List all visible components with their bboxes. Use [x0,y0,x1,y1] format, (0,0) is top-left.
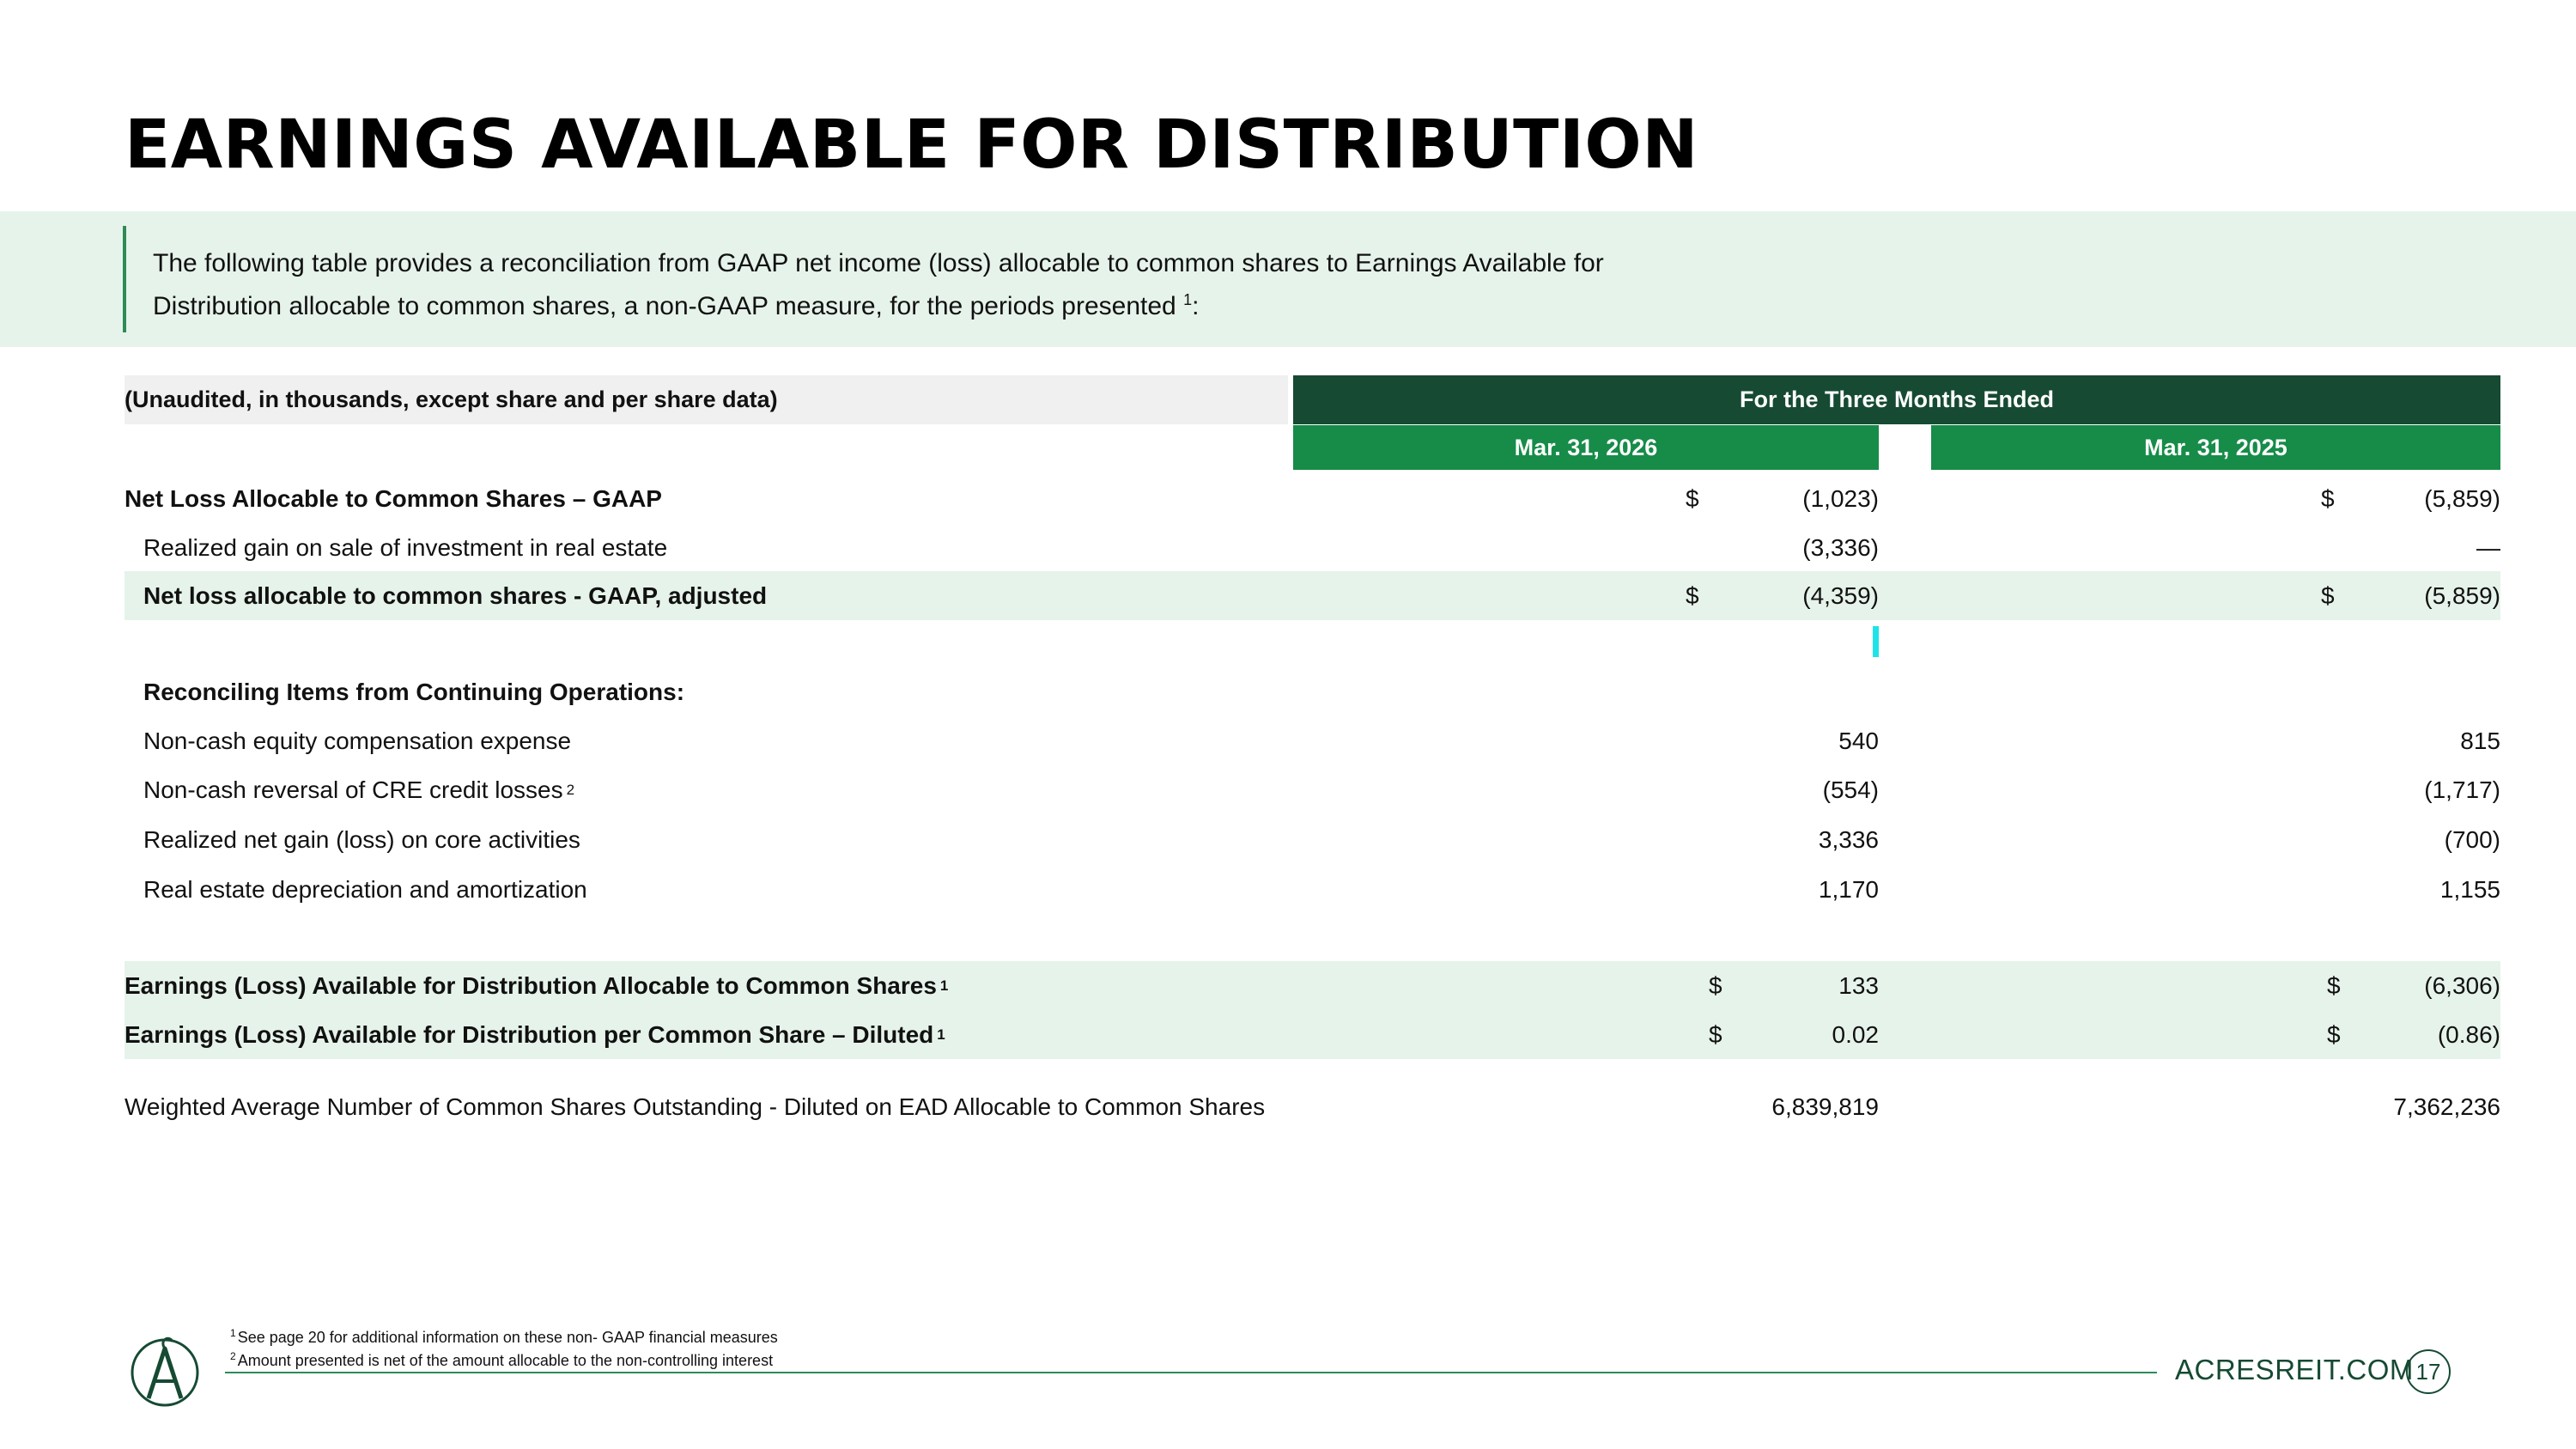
row-label: Net Loss Allocable to Common Shares – GAAP [125,484,662,512]
row-label: Realized net gain (loss) on core activities [143,825,580,853]
table-row [125,865,2500,914]
table-row [125,1082,2500,1131]
value-2025: (1,717) [2424,776,2500,803]
dollar-sign: $ [1709,971,1722,999]
table-row [125,765,2500,814]
footer-divider [225,1372,2157,1373]
table-row [125,1010,2500,1059]
section-label: Reconciling Items from Continuing Operations: [143,678,685,705]
table-row [125,667,2500,716]
value-2025: (5,859) [2424,581,2500,609]
value-2026: (554) [1822,776,1879,803]
dollar-sign: $ [2321,581,2335,609]
dollar-sign: $ [1686,581,1699,609]
value-2026: 0.02 [1832,1020,1879,1048]
value-2025: (6,306) [2424,971,2500,999]
value-2026: (4,359) [1802,581,1879,609]
text-cursor-marker [1873,626,1879,657]
table-row [125,523,2500,572]
footnote-1: $^1$ See page 20 for additional information on these non- GAAP financial measures [230,1327,778,1346]
table-row [125,815,2500,864]
dollar-sign: $ [1709,1020,1722,1048]
dollar-sign: $ [1686,484,1699,512]
intro-line-2: Distribution allocable to common shares, a non-GAAP measure, for the periods presented $^1$: [153,291,1200,320]
value-2026: 133 [1838,971,1879,999]
value-2026: 3,336 [1818,825,1879,853]
table-row [125,571,2500,620]
table-unaudited-header: (Unaudited, in thousands, except share and per share data) [125,375,1288,424]
intro-line-1: The following table provides a reconciliation from GAAP net income (loss) allocable to common shares to Earnings Available for [153,249,1604,277]
dollar-sign: $ [2327,1020,2341,1048]
table-period-header: For the Three Months Ended [1293,375,2500,424]
value-2026: (1,023) [1802,484,1879,512]
value-2025: — [2476,533,2500,561]
row-label: Non-cash equity compensation expense [143,727,572,754]
footnotes [230,1326,778,1373]
page-number: 17 [2406,1349,2451,1394]
row-label: Non-cash reversal of CRE credit losses 2 [143,776,575,803]
value-2026: 6,839,819 [1771,1093,1879,1120]
value-2026: 1,170 [1818,875,1879,903]
table-row [125,474,2500,523]
row-label: Real estate depreciation and amortization [143,875,587,903]
value-2025: 7,362,236 [2393,1093,2500,1120]
value-2026: (3,336) [1802,533,1879,561]
row-label: Net loss allocable to common shares - GAAP, adjusted [143,581,768,609]
page-title: EARNINGS AVAILABLE FOR DISTRIBUTION [125,107,1698,184]
column-header-2025: Mar. 31, 2025 [1931,425,2500,470]
table-row [125,716,2500,765]
column-header-2026: Mar. 31, 2026 [1293,425,1879,470]
table-row [125,961,2500,1010]
value-2025: 815 [2460,727,2500,754]
row-label: Realized gain on sale of investment in real estate [143,533,668,561]
dollar-sign: $ [2327,971,2341,999]
row-label: Earnings (Loss) Available for Distribution per Common Share – Diluted 1 [125,1020,945,1048]
value-2025: (0.86) [2437,1020,2500,1048]
row-label: Earnings (Loss) Available for Distribution Allocable to Common Shares 1 [125,971,949,999]
dollar-sign: $ [2321,484,2335,512]
value-2025: 1,155 [2439,875,2500,903]
value-2026: 540 [1838,727,1879,754]
acres-logo-icon [125,1330,205,1410]
value-2025: (5,859) [2424,484,2500,512]
intro-accent-bar [123,226,126,332]
row-label: Weighted Average Number of Common Shares Outstanding - Diluted on EAD Allocable to Common Shares [125,1093,1266,1120]
intro-sup: 1 [1183,291,1193,308]
footnote-2: $^2$ Amount presented is net of the amount allocable to the non-controlling interest [230,1350,774,1369]
intro-text [153,242,1784,328]
value-2025: (700) [2444,825,2500,853]
site-url[interactable]: ACRESREIT.COM [2175,1354,2414,1385]
